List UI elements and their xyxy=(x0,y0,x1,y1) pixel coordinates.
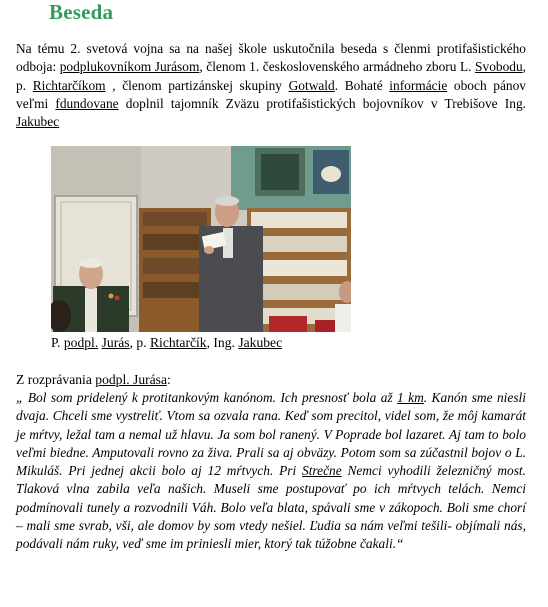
story-text: „ Bol som pridelený k protitankovým kanónom. Ich presnosť bola až xyxy=(16,390,398,405)
intro-text: , členom 1. československého armádneho zboru L. xyxy=(199,59,476,75)
intro-text: , členom partizánskej skupiny xyxy=(105,77,289,93)
intro-underlined-text: Gotwald xyxy=(288,77,335,93)
story-text: Nemci vyhodili železničný most. Tlaková vlna zabila veľa našich. Museli sme postupovať po ich mŕtvych telách. Nemci podmínovali tunely a rozvodnili Váh. Bolo veľa blata, spávali sme v zákopoch. Boli sme chorí – mali sme svrab, vši, ale domov by som vtedy nešiel. Ľudia sa nám veľmi tešili- objímali nás, podávali nám ruky, veď sme im priniesli mier, ktorý tak túžobne čakali.“ xyxy=(16,463,527,552)
intro-underlined-text: Jakubec xyxy=(16,114,60,130)
story-heading xyxy=(16,371,171,389)
intro-text: Na tému 2. svetová vojna sa na našej škole uskutočnila beseda s členmi protifašistického odboja: xyxy=(16,41,526,75)
photo-medal xyxy=(115,296,120,301)
photo-poster-left-inner xyxy=(261,154,299,190)
intro-text: , p. xyxy=(16,59,527,93)
caption-underlined-text: Jakubec xyxy=(238,335,283,350)
page-title: Beseda xyxy=(49,0,114,24)
photo-seated-man-shirt xyxy=(85,288,97,332)
photo-medal xyxy=(109,294,114,299)
story-text: . Kanón sme niesli dvaja. Chceli sme vystreliť. Vtom sa ozvala rana. Keď som precitol, videl som, že môj kamarát je mŕtvy, ležal tam a nemal už hlavu. Ja som bol ranený. V Poprade bol lazaret. Aj tam to bolo veľmi biedne. Amputovali rovno za živa. Prali sa aj obväzy. Potom som sa zúčastnil bojov o L. Mikuláš. Pri jednej akcii bolo aj 12 mŕtvych. Pri xyxy=(16,390,526,479)
photo-standing-man-hand xyxy=(204,246,214,254)
caption-underlined-text: Jurás xyxy=(101,335,130,350)
caption-underlined-text: Richtarčík xyxy=(149,335,207,350)
intro-underlined-text: informácie xyxy=(389,77,448,93)
event-photo xyxy=(51,146,351,332)
photo-poster-cat xyxy=(321,166,341,182)
photo-standing-man-hair xyxy=(215,196,239,206)
caption-underlined-text: podpl. xyxy=(63,335,99,350)
photo-seated-man-hair xyxy=(79,258,103,268)
caption-text: P. xyxy=(51,335,64,350)
story-underlined-text: Strečne xyxy=(302,463,342,479)
photo-listener-body xyxy=(335,304,351,332)
intro-underlined-text: fdundovane xyxy=(55,95,119,111)
intro-underlined-text: Richtarčíkom xyxy=(32,77,106,93)
photo-caption xyxy=(51,334,282,352)
intro-text: . Bohaté xyxy=(334,77,390,93)
intro-text: oboch pánov veľmi xyxy=(16,77,526,111)
caption-text: , Ing. xyxy=(206,335,239,350)
caption-text: , p. xyxy=(129,335,150,350)
intro-paragraph xyxy=(16,40,526,131)
story-paragraph xyxy=(16,389,526,554)
story-heading-underlined-text: podpl. Jurása xyxy=(95,372,167,387)
story-heading-text: Z rozprávania xyxy=(16,372,96,387)
intro-underlined-text: Svobodu xyxy=(475,59,523,75)
intro-underlined-text: podplukovníkom Jurásom xyxy=(59,59,200,75)
intro-text: doplnil tajomník Zväzu protifašistických bojovníkov v Trebišove Ing. xyxy=(118,95,526,111)
story-underlined-text: 1 km xyxy=(397,390,424,405)
story-heading-text: : xyxy=(167,372,171,387)
photo-red-chair xyxy=(269,316,307,332)
